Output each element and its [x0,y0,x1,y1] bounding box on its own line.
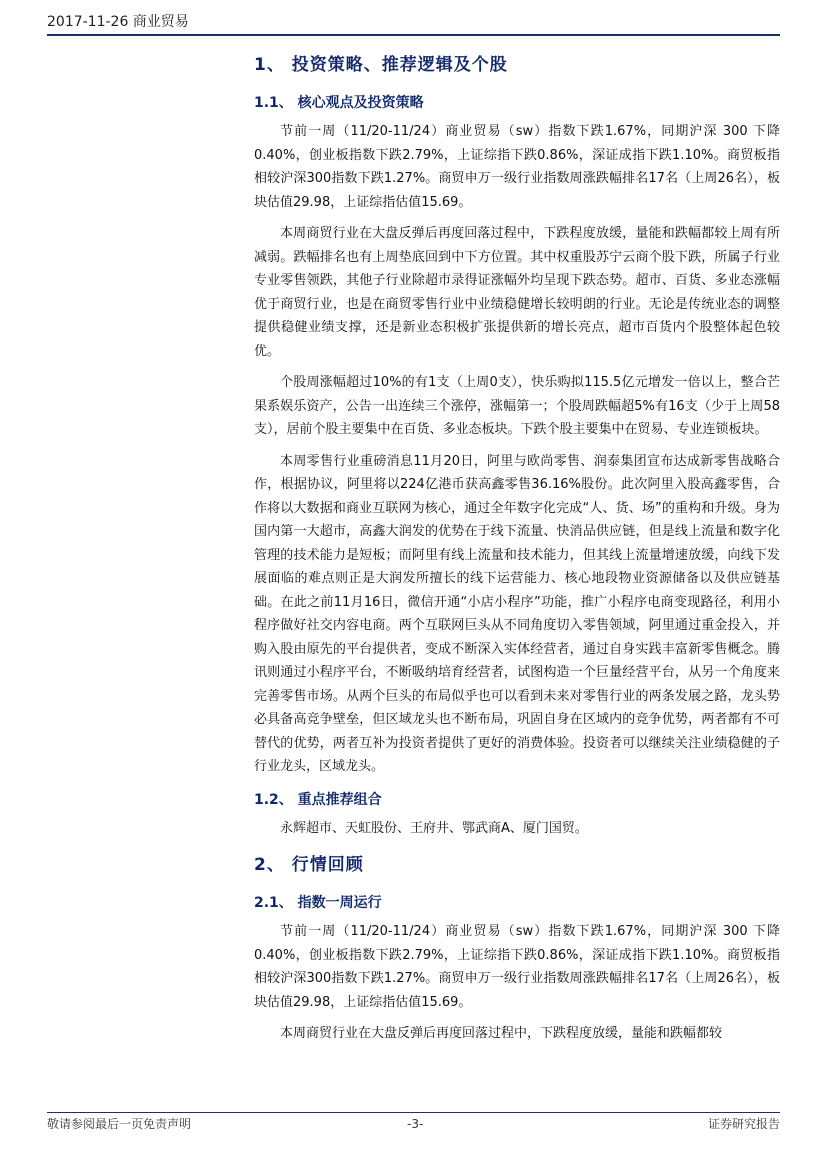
section-1-2-title: 1.2、 重点推荐组合 [254,791,382,808]
paragraph-1-1-1: 节前一周（11/20-11/24）商业贸易（sw）指数下跌1.67%，同期沪深 300 下降0.40%，创业板指数下跌2.79%，上证综指下跌0.86%，深证成指下跌1.10%。商贸板指相较沪深300指数下跌1.27%。商贸申万一级行业指数周涨跌幅排名17名（上周26名），板块估值29.98，上证综指估值15.69。 [254,124,780,210]
section-1-title: 1、 投资策略、推荐逻辑及个股 [254,55,508,75]
section-1-1-title: 1.1、 核心观点及投资策略 [254,95,424,111]
section-2-1-title: 2.1、 指数一周运行 [254,895,382,911]
report-type: 证券研究报告 [707,1117,780,1131]
paragraph-1-1-2: 本周商贸行业在大盘反弹后再度回落过程中，下跌程度放缓，量能和跌幅都较上周有所减弱。跌幅排名也有上周垫底回到中下方位置。其中权重股苏宁云商个股下跌，所属子行业专业零售领跌，其他子行业除超市录得证涨幅外均呈现下跌态势。超市、百货、多业态涨幅优于商贸行业，也是在商贸零售行业中业绩稳健增长较明朗的行业。无论是传统业态的调整提供稳健业绩支撑，还是新业态积极扩张提供新的增长亮点，超市百货内个股整体起色较优。 [254,226,780,359]
disclaimer-note: 敬请参阅最后一页免责声明 [47,1117,192,1131]
recommended-portfolio: 永辉超市、天虹股份、王府井、鄂武商A、厦门国贸。 [280,820,588,836]
paragraph-2-1-2: 本周商贸行业在大盘反弹后再度回落过程中，下跌程度放缓，量能和跌幅都较 [280,1026,723,1041]
page-footer [47,1112,780,1135]
section-2-title: 2、 行情回顾 [254,855,364,875]
page-number: -3- [407,1117,424,1131]
paragraph-1-1-3: 个股周涨幅超过10%的有1支（上周0支），快乐购拟115.5亿元增发一倍以上，整合芒果系娱乐资产，公告一出连续三个涨停，涨幅第一；个股周跌幅超5%有16支（少于上周58支），居前个股主要集中在百货、多业态板块。下跌个股主要集中在贸易、专业连锁板块。 [254,375,780,437]
paragraph-1-1-4: 本周零售行业重磅消息11月20日，阿里与欧尚零售、润泰集团宣布达成新零售战略合作，根据协议，阿里将以224亿港币获高鑫零售36.16%股份。此次阿里入股高鑫零售，合作将以大数据和商业互联网为核心，通过全年数字化完成“人、货、场”的重构和升级。身为国内第一大超市，高鑫大润发的优势在于线下流量、快消品供应链，但是线上流量和数字化管理的技术能力是短板；而阿里有线上流量和技术能力，但其线上流量增速放缓，向线下发展面临的难点则正是大润发所擅长的线下运营能力、核心地段物业资源储备以及供应链基础。在此之前11月16日，微信开通“小店小程序”功能，推广小程序电商变现路径，利用小程序做好社交内容电商。两个互联网巨头从不同角度切入零售领域，阿里通过重金投入，并购入股由原先的平台提供者，变成不断深入实体经营者，通过自身实践丰富新零售概念。腾讯则通过小程序平台，不断吸纳培育经营者，试图构造一个巨量经营平台，从另一个角度来完善零售市场。从两个巨头的布局似乎也可以看到未来对零售行业的两条发展之路，龙头势必具备高竞争壁垒，但区域龙头也不断布局，巩固自身在区域内的竞争优势，两者都有不可替代的优势，两者互补为投资者提供了更好的消费体验。投资者可以继续关注业绩稳健的子行业龙头，区域龙头。 [254,453,780,774]
document-body [47,50,780,1054]
page-header [47,10,780,36]
paragraph-2-1-1: 节前一周（11/20-11/24）商业贸易（sw）指数下跌1.67%，同期沪深 300 下降0.40%，创业板指数下跌2.79%，上证综指下跌0.86%，深证成指下跌1.10%。商贸板指相较沪深300指数下跌1.27%。商贸申万一级行业指数周涨跌幅排名17名（上周26名），板块估值29.98，上证综指估值15.69。 [254,924,780,1010]
header-date-industry: 2017-11-26 商业贸易 [47,14,189,30]
